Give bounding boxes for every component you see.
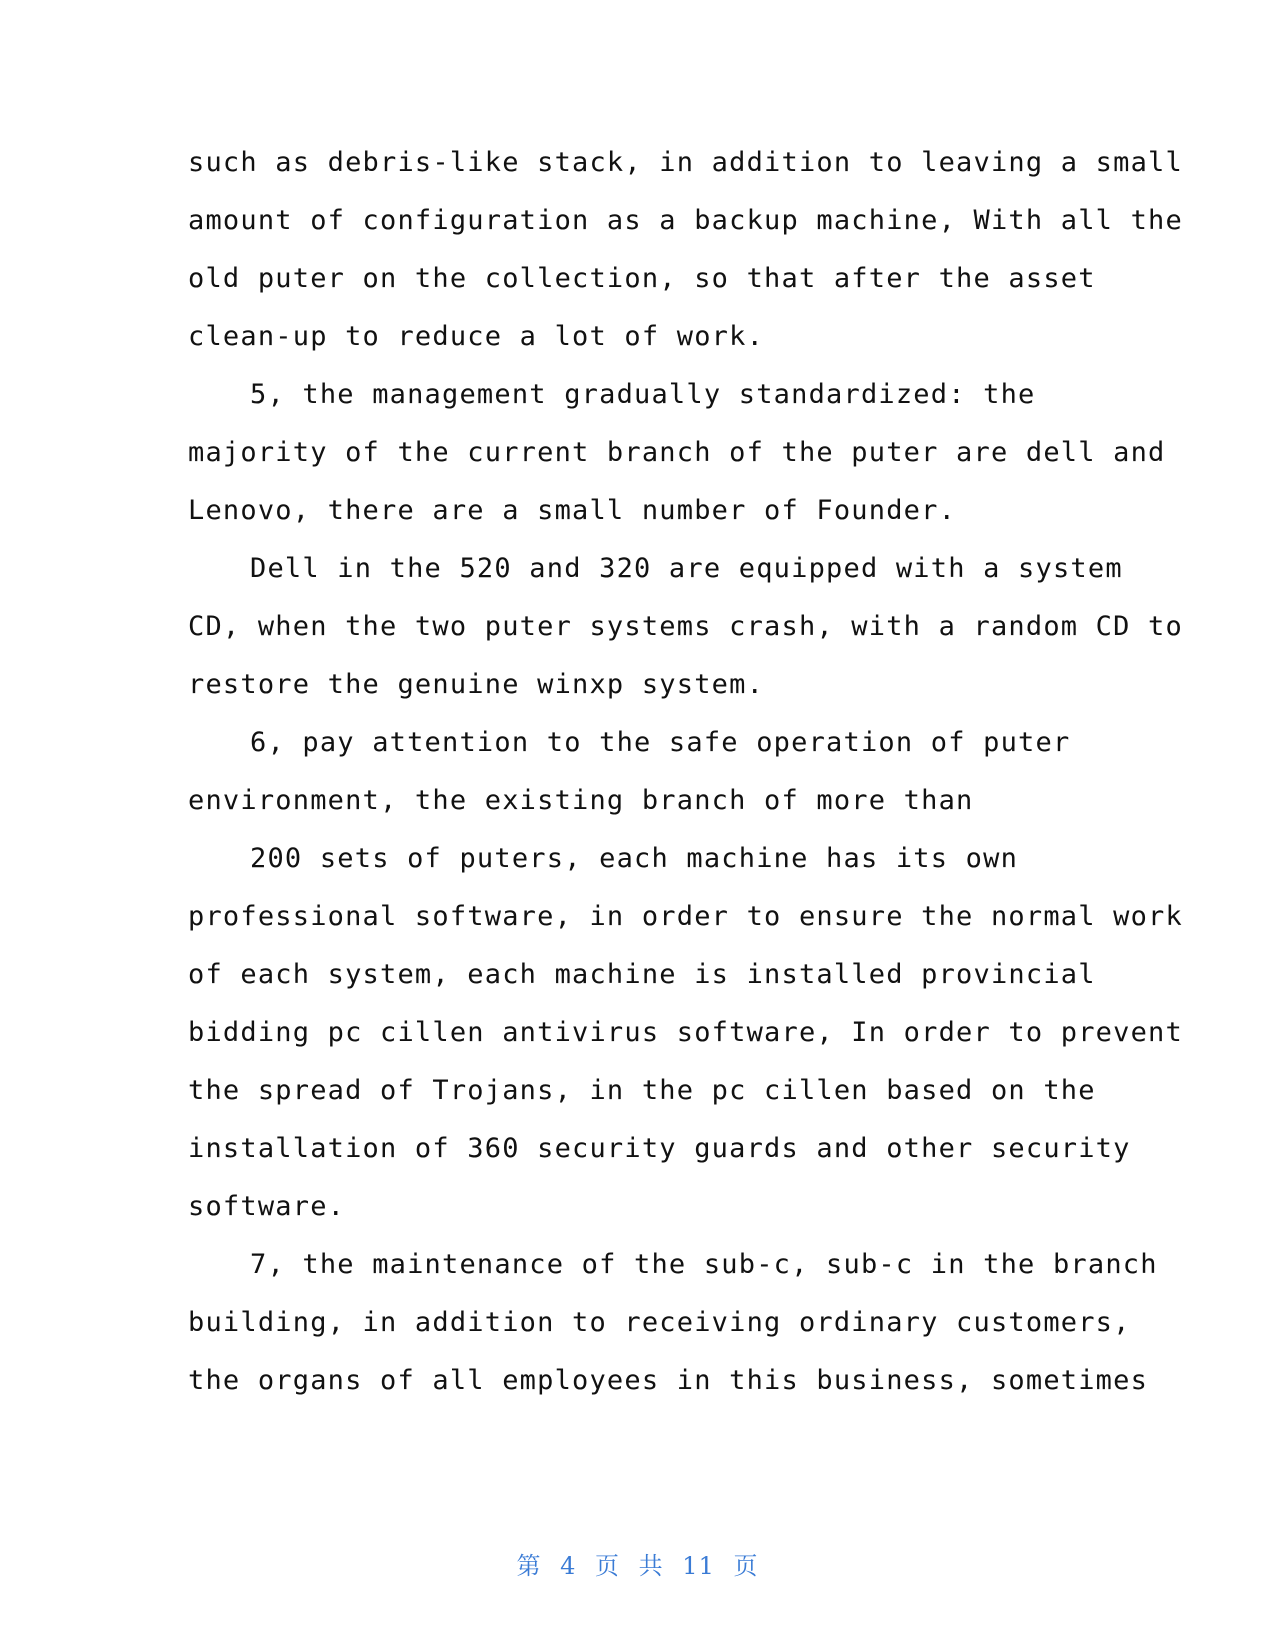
text-line: bidding pc cillen antivirus software, In order to prevent: [188, 1017, 1183, 1048]
text-line: majority of the current branch of the puter are dell and: [188, 437, 1166, 468]
paragraph-start-line: Dell in the 520 and 320 are equipped with a system: [250, 553, 1123, 584]
text-line: of each system, each machine is installed provincial: [188, 959, 1096, 990]
paragraph-start-line: 7, the maintenance of the sub-c, sub-c in the branch: [250, 1249, 1158, 1280]
paragraph-start-line: 5, the management gradually standardized: the: [250, 379, 1036, 410]
text-line: amount of configuration as a backup machine, With all the: [188, 205, 1183, 236]
text-line: Lenovo, there are a small number of Founder.: [188, 495, 957, 526]
text-line: building, in addition to receiving ordinary customers,: [188, 1307, 1131, 1338]
text-line: such as debris-like stack, in addition to leaving a small: [188, 147, 1183, 178]
text-line: the organs of all employees in this business, sometimes: [188, 1365, 1149, 1396]
text-line: clean-up to reduce a lot of work.: [188, 321, 765, 352]
text-line: old puter on the collection, so that after the asset: [188, 263, 1096, 294]
paragraph-start-line: 200 sets of puters, each machine has its own: [250, 843, 1019, 874]
text-line: installation of 360 security guards and other security: [188, 1133, 1131, 1164]
text-line: professional software, in order to ensure the normal work: [188, 901, 1183, 932]
text-line: CD, when the two puter systems crash, with a random CD to: [188, 611, 1183, 642]
text-line: environment, the existing branch of more than: [188, 785, 974, 816]
paragraph-start-line: 6, pay attention to the safe operation of puter: [250, 727, 1071, 758]
text-line: the spread of Trojans, in the pc cillen based on the: [188, 1075, 1096, 1106]
text-line: software.: [188, 1191, 346, 1222]
text-line: restore the genuine winxp system.: [188, 669, 765, 700]
page-number-footer: 第 4 页 共 11 页: [516, 1552, 759, 1580]
